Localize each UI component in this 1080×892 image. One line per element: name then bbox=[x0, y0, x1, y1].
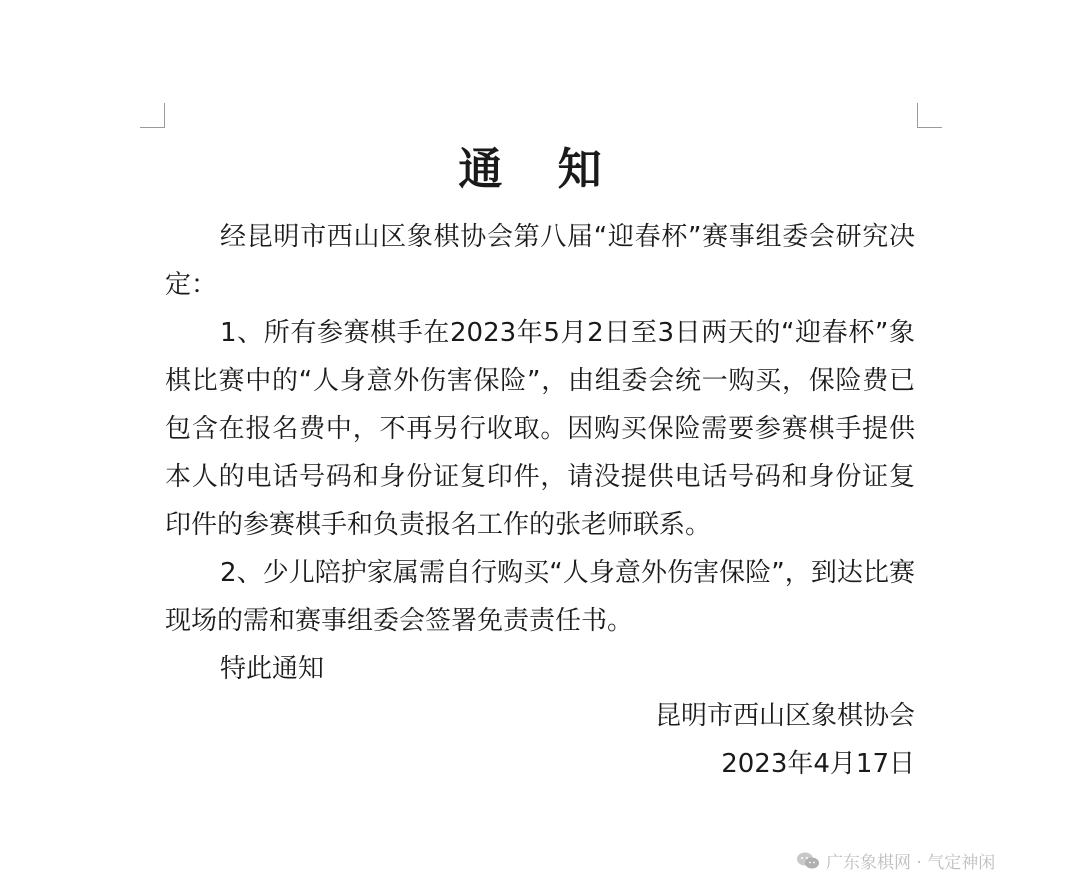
wechat-icon bbox=[796, 851, 820, 871]
notice-paragraph-item-1: 1、所有参赛棋手在2023年5月2日至3日两天的“迎春杯”象棋比赛中的“人身意外伤害保险”，由组委会统一购买，保险费已包含在报名费中，不再另行收取。因购买保险需要参赛棋手提供本人的电话号码和身份证复印件，请没提供电话号码和身份证复印件的参赛棋手和负责报名工作的张老师联系。 bbox=[165, 318, 915, 540]
signature-block bbox=[655, 692, 915, 788]
notice-title: 通 知 bbox=[458, 144, 622, 195]
notice-body bbox=[165, 213, 915, 693]
notice-paragraph-item-2: 2、少儿陪护家属需自行购买“人身意外伤害保险”，到达比赛现场的需和赛事组委会签署免责责任书。 bbox=[165, 558, 915, 636]
notice-paragraph-intro: 经昆明市西山区象棋协会第八届“迎春杯”赛事组委会研究决定： bbox=[165, 222, 915, 300]
signature-date: 2023年4月17日 bbox=[721, 749, 915, 779]
notice-closing: 特此通知 bbox=[220, 654, 325, 684]
page-corner-mark-top-left bbox=[140, 103, 165, 128]
watermark bbox=[796, 848, 995, 873]
signature-organization: 昆明市西山区象棋协会 bbox=[654, 701, 915, 731]
page-corner-mark-top-right bbox=[917, 103, 942, 128]
watermark-text: 广东象棋网 · 气定神闲 bbox=[826, 853, 996, 873]
